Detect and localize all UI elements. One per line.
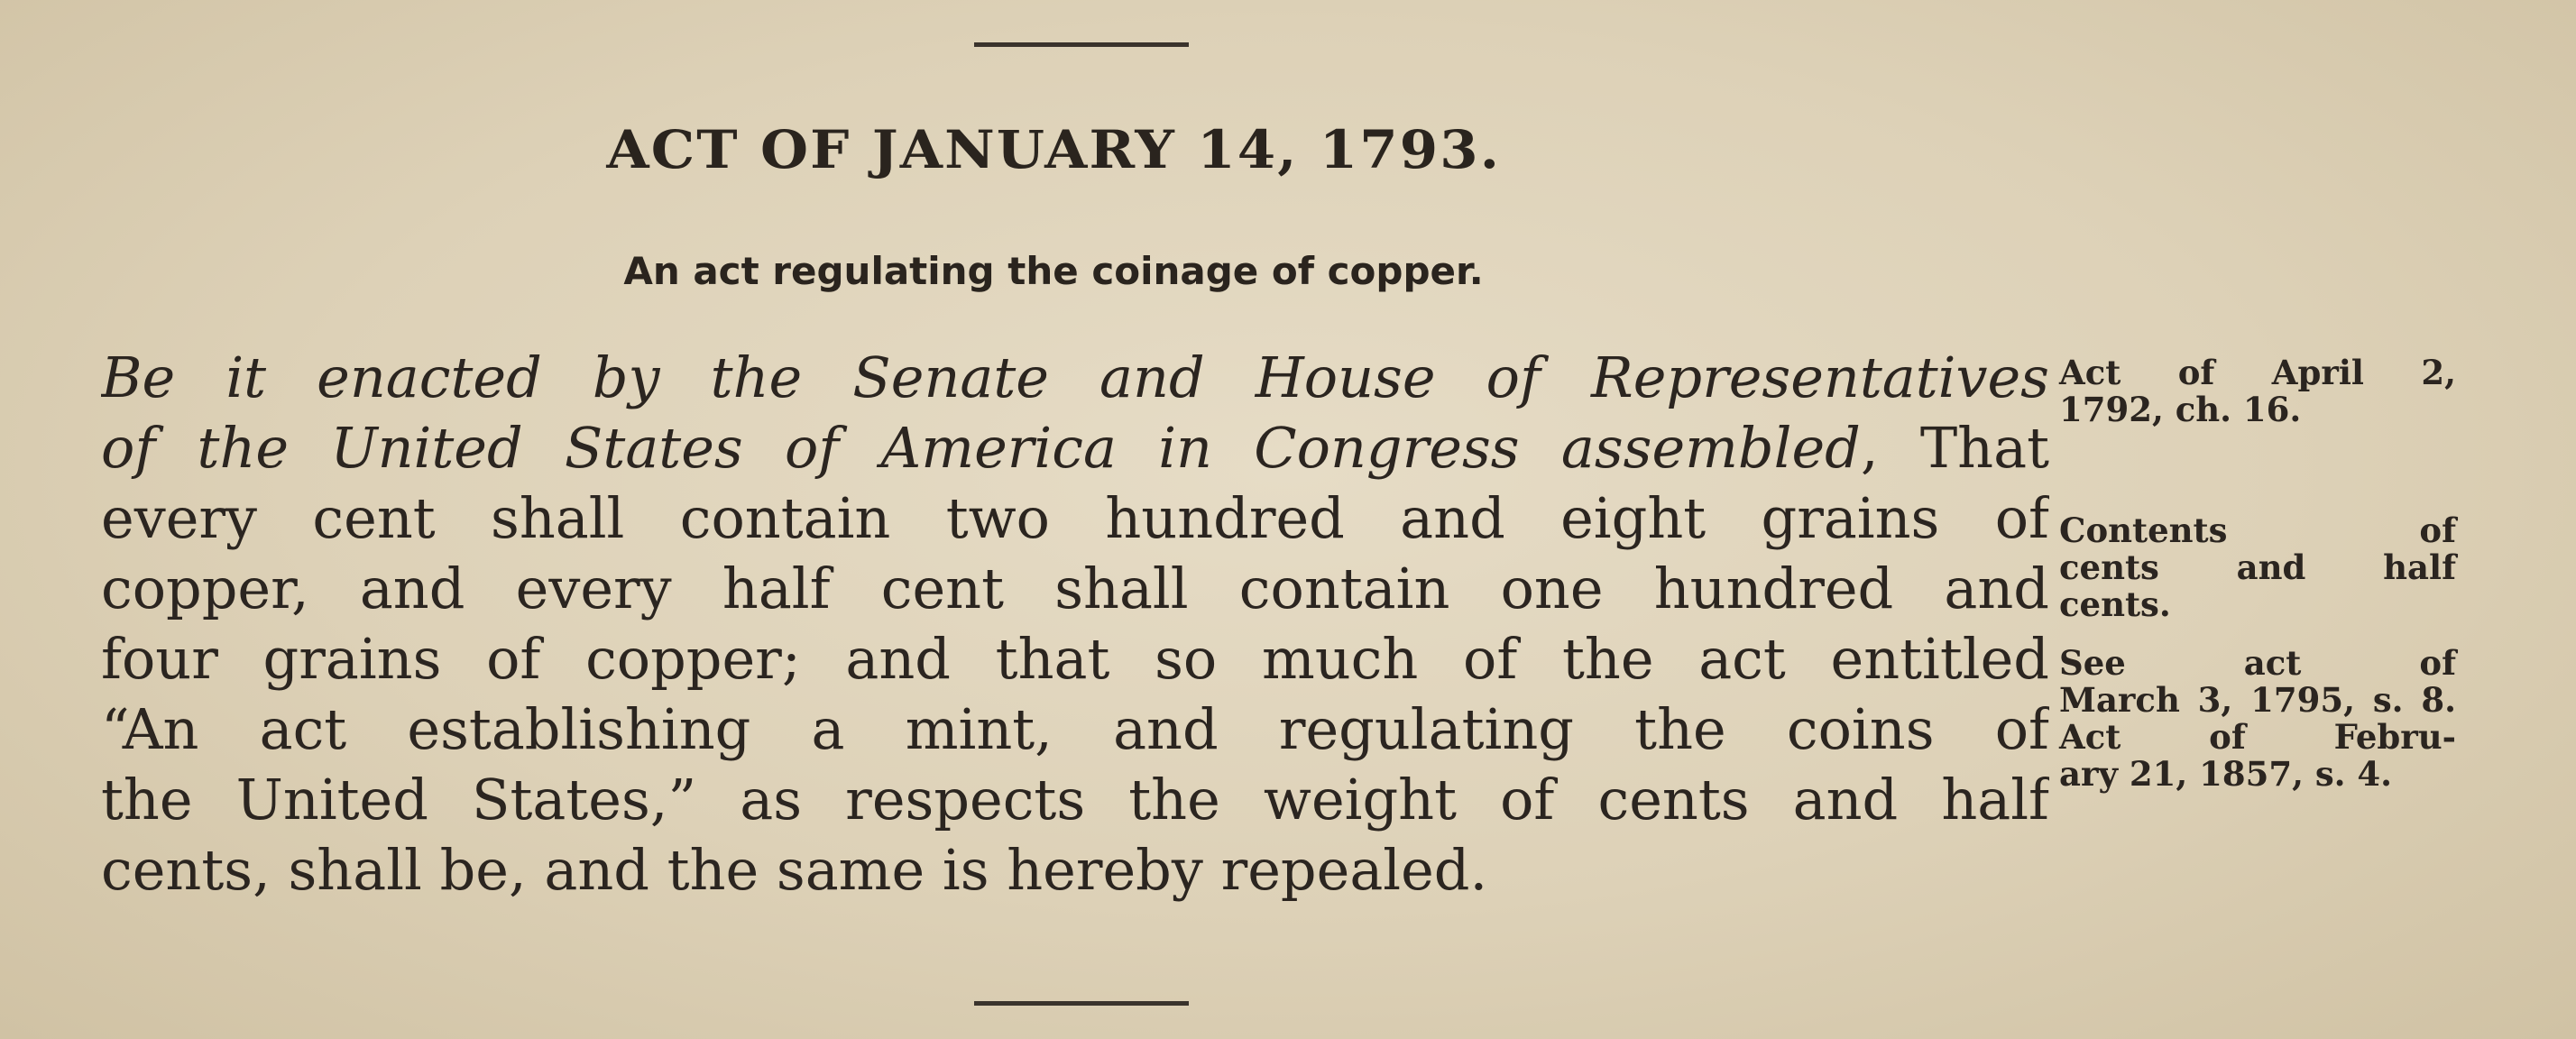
body-line: “An act establishing a mint, and regulating the coins of xyxy=(101,696,2049,762)
body-line: of the United States of America in Congress assembled, That xyxy=(101,415,2049,481)
body-line: the United States,” as respects the weight of cents and half xyxy=(101,767,2049,832)
body-line: cents, shall be, and the same is hereby repealed. xyxy=(101,837,1488,903)
act-title-text: ACT OF JANUARY 14, 1793. xyxy=(606,119,1501,180)
act-subtitle: An act regulating the coinage of copper. xyxy=(623,249,1484,293)
enacting-clause: Be it enacted by the Senate and House of Representatives xyxy=(101,345,2049,410)
body-line xyxy=(101,343,2049,413)
body-line: four grains of copper; and that so much of the act entitled xyxy=(101,626,2049,692)
act-title xyxy=(0,119,2576,180)
enacting-clause-cont: of the United States of America in Congress assembled xyxy=(101,415,1861,481)
margin-note: Contents of cents and half cents. xyxy=(2059,510,2456,624)
bottom-rule xyxy=(974,1001,1189,1006)
body-line: every cent shall contain two hundred and eight grains of xyxy=(101,485,2049,551)
act-body xyxy=(101,343,2049,906)
top-rule xyxy=(974,42,1189,47)
margin-note: Act of April 2, 1792, ch. 16. xyxy=(2059,353,2456,429)
body-line: copper, and every half cent shall contain one hundred and xyxy=(101,556,2049,621)
margin-note: See act of March 3, 1795, s. 8. Act of Febru- ary 21, 1857, s. 4. xyxy=(2059,643,2456,794)
